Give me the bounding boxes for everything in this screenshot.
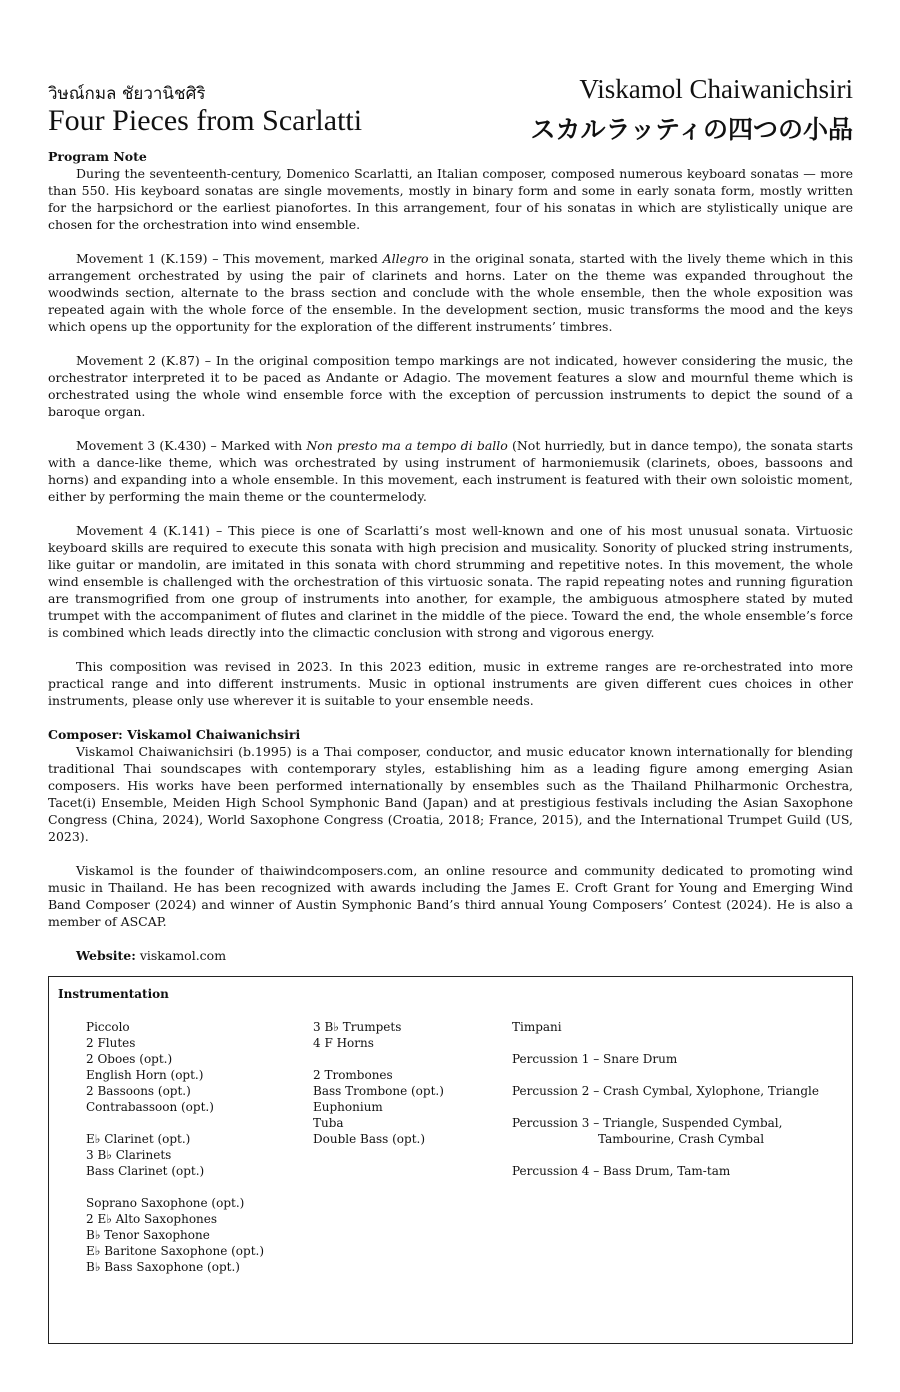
instrument-item: 2 E♭ Alto Saxophones [86,1212,218,1226]
list-spacer [512,1147,842,1163]
instrument-item: Percussion 4 – Bass Drum, Tam-tam [512,1164,731,1178]
composer-founder-paragraph: Viskamol is the founder of thaiwindcomposers.com, an online resource and community dedicated to promoting wind music in Thailand. He has been recognized with awards including the James E. Croft Grant for Young and Emerging Wind Band Composer (2024) and winner of Austin Symphonic Band’s third annual Young Composers’ Contest (2024). He is also a member of ASCAP. [48,863,853,929]
instrument-item: E♭ Baritone Saxophone (opt.) [86,1244,265,1258]
instrument-item: Soprano Saxophone (opt.) [86,1196,245,1210]
instrument-item: 2 Oboes (opt.) [86,1052,173,1066]
instrument-item: Tuba [313,1116,344,1130]
instrumentation-woodwinds-column [86,1019,264,1275]
instrument-item: Percussion 1 – Snare Drum [512,1052,678,1066]
instrument-item: 3 B♭ Trumpets [313,1020,402,1034]
instrument-item: Percussion 2 – Crash Cymbal, Xylophone, Triangle [512,1084,819,1098]
instrumentation-heading: Instrumentation [58,987,169,1001]
movement-2-paragraph: Movement 2 (K.87) – In the original composition tempo markings are not indicated, however considering the music, the orchestrator interpreted it to be paced as Andante or Adagio. The movement features a slow and mournful theme which is orchestrated using the whole wind ensemble force with the exception of percussion instruments to depict the sound of a baroque organ. [48,353,853,419]
instrument-item: Double Bass (opt.) [313,1132,426,1146]
instrument-item: E♭ Clarinet (opt.) [86,1132,191,1146]
instrument-item: English Horn (opt.) [86,1068,204,1082]
instrument-item: Timpani [512,1020,562,1034]
composer-heading: Composer: Viskamol Chaiwanichsiri [48,727,301,742]
list-spacer [313,1051,444,1067]
list-spacer [86,1179,264,1195]
list-spacer [512,1035,842,1051]
list-spacer [512,1067,842,1083]
instrumentation-box [48,976,853,1344]
instrumentation-brass-column [313,1019,444,1147]
instrument-item: Percussion 3 – Triangle, Suspended Cymbal, Tambourine, Crash Cymbal [512,1116,783,1146]
instrument-item: B♭ Tenor Saxophone [86,1228,210,1242]
instrument-item: Piccolo [86,1020,130,1034]
japanese-title: スカルラッティの四つの小品 [530,115,853,144]
instrument-item: Contrabassoon (opt.) [86,1100,214,1114]
tempo-marking: Allegro [382,251,429,266]
header [48,0,853,150]
website-line [48,947,853,964]
list-spacer [86,1115,264,1131]
program-note-heading: Program Note [48,149,147,164]
instrument-item: Bass Clarinet (opt.) [86,1164,205,1178]
instrumentation-percussion-column [512,1019,842,1179]
instrument-item: Euphonium [313,1100,383,1114]
instrument-item: Bass Trombone (opt.) [313,1084,444,1098]
instrument-item: 2 Trombones [313,1068,393,1082]
instrument-item: 2 Bassoons (opt.) [86,1084,191,1098]
thai-title: วิษณ์กมล ชัยวานิชศิริ [48,84,206,104]
movement-3-paragraph: Movement 3 (K.430) – Marked with Non presto ma a tempo di ballo (Not hurriedly, but in dance tempo), the sonata starts with a dance-like theme, which was orchestrated by using instrument of harmoniemusik (clarinets, oboes, bassoons and horns) and expanding into a whole ensemble. In this movement, each instrument is featured with their own soloistic moment, either by performing the main theme or the countermelody. [48,438,853,504]
instrument-item: B♭ Bass Saxophone (opt.) [86,1260,240,1274]
movement-1-paragraph: Movement 1 (K.159) – This movement, marked Allegro in the original sonata, started with the lively theme which in this arrangement orchestrated by using the pair of clarinets and horns. Later on the theme was expanded throughout the woodwinds section, alternate to the brass section and conclude with the whole ensemble, then the whole exposition was repeated again with the whole force of the ensemble. In the development section, music transforms the mood and the keys which opens up the opportunity for the exploration of the different instruments’ timbres. [48,251,853,334]
composer-bio-paragraph: Viskamol Chaiwanichsiri (b.1995) is a Thai composer, conductor, and music educator known internationally for blending traditional Thai soundscapes with contemporary styles, establishing him as a leading figure among emerging Asian composers. His works have been performed internationally by ensembles such as the Thailand Philharmonic Orchestra, Tacet(i) Ensemble, Meiden High School Symphonic Band (Japan) and at prestigious festivals including the Asian Saxophone Congress (China, 2024), World Saxophone Congress (Croatia, 2018; France, 2015), and the International Trumpet Guild (US, 2023). [48,744,853,844]
composer-name: Viskamol Chaiwanichsiri [579,74,853,104]
revision-paragraph: This composition was revised in 2023. In this 2023 edition, music in extreme ranges are re-orchestrated into more practical range and into different instruments. Music in optional instruments are given different cues choices in other instruments, please only use wherever it is suitable to your ensemble needs. [48,659,853,708]
document-page [48,0,853,963]
movement-4-paragraph: Movement 4 (K.141) – This piece is one of Scarlatti’s most well-known and one of his most unusual sonata. Virtuosic keyboard skills are required to execute this sonata with high precision and musicality. Sonority of plucked string instruments, like guitar or mandolin, are imitated in this sonata with chord strumming and repetitive notes. In this movement, the whole wind ensemble is challenged with the orchestration of this virtuosic sonata. The rapid repeating notes and running figuration are transmogrified from one group of instruments into another, for example, the ambiguous atmosphere stated by muted trumpet with the accompaniment of flutes and clarinet in the middle of the piece. Toward the end, the whole ensemble’s force is combined which leads directly into the climactic conclusion with strong and vigorous energy. [48,523,853,640]
content [48,148,853,964]
instrument-item: 3 B♭ Clarinets [86,1148,172,1162]
program-note-paragraph: During the seventeenth-century, Domenico Scarlatti, an Italian composer, composed numerous keyboard sonatas — more than 550. His keyboard sonatas are single movements, mostly in binary form and some in early sonata form, mostly written for the harpsichord or the earliest pianofortes. In this arrangement, four of his sonatas in which are stylistically unique are chosen for the orchestration into wind ensemble. [48,166,853,232]
website-link[interactable]: viskamol.com [139,948,227,963]
website-label: Website: [76,948,136,963]
list-spacer [512,1099,842,1115]
instrument-item: 2 Flutes [86,1036,136,1050]
tempo-marking: Non presto ma a tempo di ballo [306,438,508,453]
main-title: Four Pieces from Scarlatti [48,104,363,137]
instrument-item: 4 F Horns [313,1036,374,1050]
